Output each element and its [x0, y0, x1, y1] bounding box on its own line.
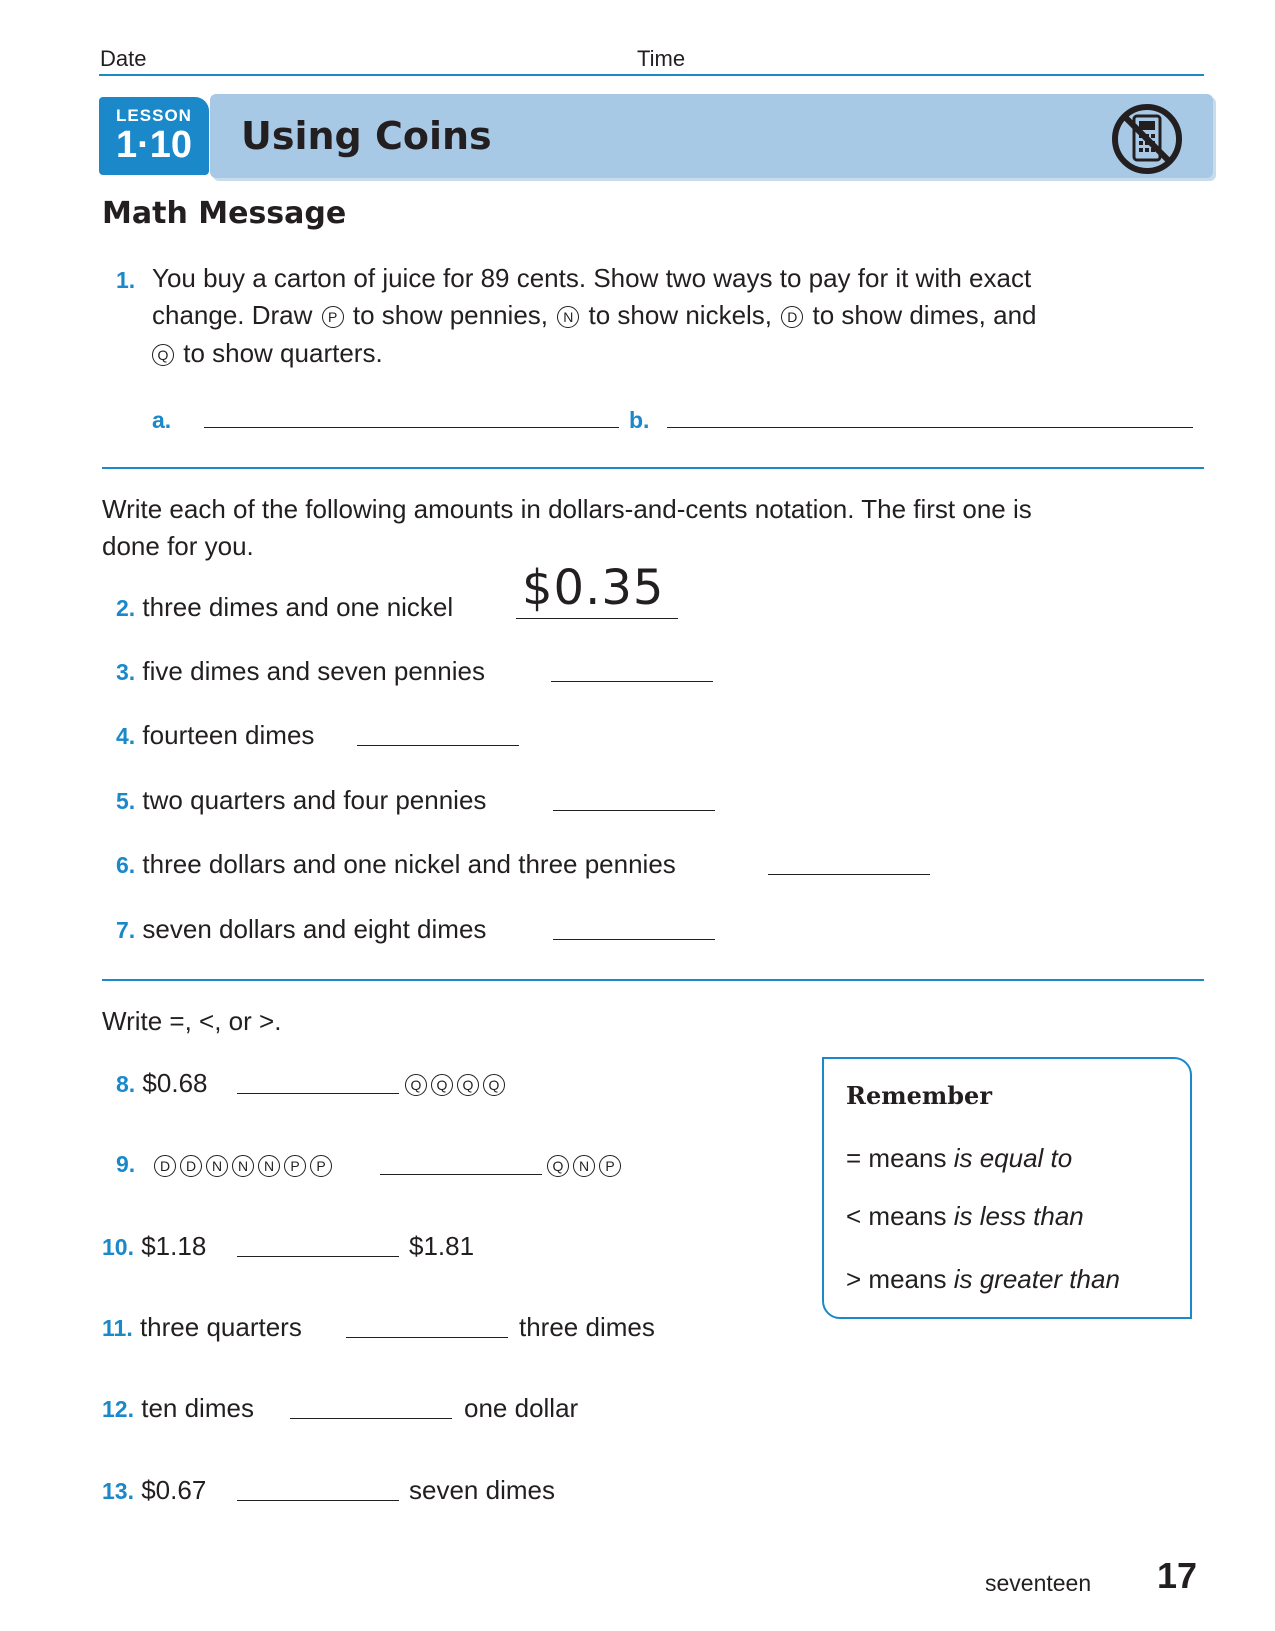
item-left: ten dimes	[141, 1393, 254, 1423]
nickel-icon: N	[557, 306, 579, 328]
item-text: five dimes and seven pennies	[142, 656, 485, 686]
compare-item-8	[116, 1068, 208, 1099]
item-10-right: $1.81	[409, 1231, 475, 1261]
compare-item-11	[102, 1312, 302, 1343]
notation-item-5	[116, 785, 486, 816]
answer-line-3[interactable]	[551, 681, 713, 682]
item-number: 13.	[102, 1478, 134, 1504]
item-11-right: three dimes	[519, 1312, 655, 1342]
item-number: 11.	[102, 1315, 133, 1341]
item-text: seven dollars and eight dimes	[142, 914, 487, 944]
q1-line3	[152, 338, 383, 368]
greater-definition: is greater than	[953, 1264, 1120, 1294]
lesson-tab	[99, 97, 209, 175]
quarter-icon: Q	[152, 344, 174, 366]
item-number: 2.	[116, 595, 136, 621]
remember-title: Remember	[846, 1081, 992, 1110]
q1-line3-text: to show quarters.	[183, 338, 383, 368]
q1b-answer-line[interactable]	[667, 427, 1193, 428]
item-number: 10.	[102, 1234, 134, 1260]
item-number: 5.	[116, 788, 136, 814]
item-text: two quarters and four pennies	[142, 785, 487, 815]
lesson-tag: LESSON	[116, 106, 192, 125]
notation-item-6	[116, 849, 676, 880]
q1b-label: b.	[629, 407, 650, 433]
item-number: 8.	[116, 1071, 136, 1097]
lesson-title: Using Coins	[241, 114, 492, 158]
answer-line-9[interactable]	[380, 1174, 542, 1175]
compare-item-9-number: 9.	[116, 1151, 136, 1177]
answer-line-5[interactable]	[553, 810, 715, 811]
quarter-icon: Q	[547, 1155, 569, 1177]
time-label: Time	[637, 46, 686, 71]
item-number: 4.	[116, 723, 136, 749]
compare-instructions: Write =, <, or >.	[102, 1006, 282, 1036]
coins-8-right	[403, 1068, 507, 1098]
less-definition: is less than	[953, 1201, 1084, 1231]
q1-line2	[152, 300, 1037, 330]
answer-line-13[interactable]	[237, 1500, 399, 1501]
nickel-icon: N	[573, 1155, 595, 1177]
means-text: means	[868, 1143, 947, 1173]
dime-icon: D	[180, 1155, 202, 1177]
item-text: three dollars and one nickel and three pennies	[142, 849, 676, 879]
quarter-icon: Q	[457, 1074, 479, 1096]
equals-symbol: =	[846, 1143, 862, 1173]
answer-line-6[interactable]	[768, 874, 930, 875]
answer-line-4[interactable]	[357, 745, 519, 746]
quarter-icon: Q	[431, 1074, 453, 1096]
page-word: seventeen	[985, 1570, 1092, 1596]
notation-item-4	[116, 720, 314, 751]
answer-line-12[interactable]	[290, 1418, 452, 1419]
compare-item-12	[102, 1393, 254, 1424]
item-left: $0.67	[141, 1475, 207, 1505]
page-number: 17	[1157, 1555, 1198, 1596]
greater-than-symbol: >	[846, 1264, 862, 1294]
nickel-icon: N	[258, 1155, 280, 1177]
item-number: 12.	[102, 1396, 134, 1422]
item-left: three quarters	[139, 1312, 302, 1342]
equal-definition: is equal to	[953, 1143, 1073, 1173]
penny-icon: P	[284, 1155, 306, 1177]
item-left: $0.68	[142, 1068, 208, 1098]
notation-instructions-1: Write each of the following amounts in dollars-and-cents notation. The first one is	[102, 494, 1032, 524]
header-rule	[99, 74, 1204, 76]
q1-line2-d: to show dimes, and	[812, 300, 1037, 330]
q1-line2-c: to show nickels,	[588, 300, 773, 330]
compare-item-13	[102, 1475, 206, 1506]
less-than-symbol: <	[846, 1201, 862, 1231]
q1-line1: You buy a carton of juice for 89 cents. Show two ways to pay for it with exact	[152, 263, 1032, 293]
answer-line-11[interactable]	[346, 1337, 508, 1338]
nickel-icon: N	[206, 1155, 228, 1177]
section-divider	[102, 467, 1204, 469]
notation-item-7	[116, 914, 486, 945]
quarter-icon: Q	[483, 1074, 505, 1096]
nickel-icon: N	[232, 1155, 254, 1177]
penny-icon: P	[599, 1155, 621, 1177]
item-number: 7.	[116, 917, 136, 943]
notation-instructions-2: done for you.	[102, 531, 254, 561]
date-label: Date	[100, 46, 147, 71]
dime-icon: D	[154, 1155, 176, 1177]
answer-line-2[interactable]	[516, 618, 678, 619]
section-title: Math Message	[102, 196, 347, 231]
notation-item-3	[116, 656, 485, 687]
q1-line2-b: to show pennies,	[352, 300, 549, 330]
means-text: means	[868, 1201, 947, 1231]
coins-9-left	[152, 1149, 334, 1179]
remember-less	[846, 1201, 1084, 1231]
q1a-answer-line[interactable]	[204, 427, 619, 428]
item-text: fourteen dimes	[142, 720, 315, 750]
item-number: 3.	[116, 659, 136, 685]
notation-item-2	[116, 592, 453, 623]
q1-line2-a: change. Draw	[152, 300, 313, 330]
penny-icon: P	[322, 306, 344, 328]
item-12-right: one dollar	[464, 1393, 579, 1423]
item-text: three dimes and one nickel	[142, 592, 454, 622]
compare-item-10	[102, 1231, 206, 1262]
lesson-number: 1·10	[115, 124, 193, 166]
q1-number: 1.	[116, 267, 136, 293]
remember-equal	[846, 1143, 1072, 1173]
coins-9-right	[545, 1149, 623, 1179]
dime-icon: D	[781, 306, 803, 328]
remember-box	[822, 1057, 1192, 1319]
item-13-right: seven dimes	[409, 1475, 555, 1505]
means-text: means	[868, 1264, 947, 1294]
q1a-label: a.	[152, 407, 172, 433]
no-calculator-icon	[1110, 102, 1184, 176]
answer-line-8[interactable]	[237, 1093, 399, 1094]
answer-line-10[interactable]	[237, 1256, 399, 1257]
quarter-icon: Q	[405, 1074, 427, 1096]
item-left: $1.18	[141, 1231, 207, 1261]
item-number: 6.	[116, 852, 136, 878]
penny-icon: P	[310, 1155, 332, 1177]
section-divider	[102, 979, 1204, 981]
answer-line-7[interactable]	[553, 939, 715, 940]
answer-2: $0.35	[522, 560, 665, 616]
remember-greater	[846, 1264, 1120, 1294]
